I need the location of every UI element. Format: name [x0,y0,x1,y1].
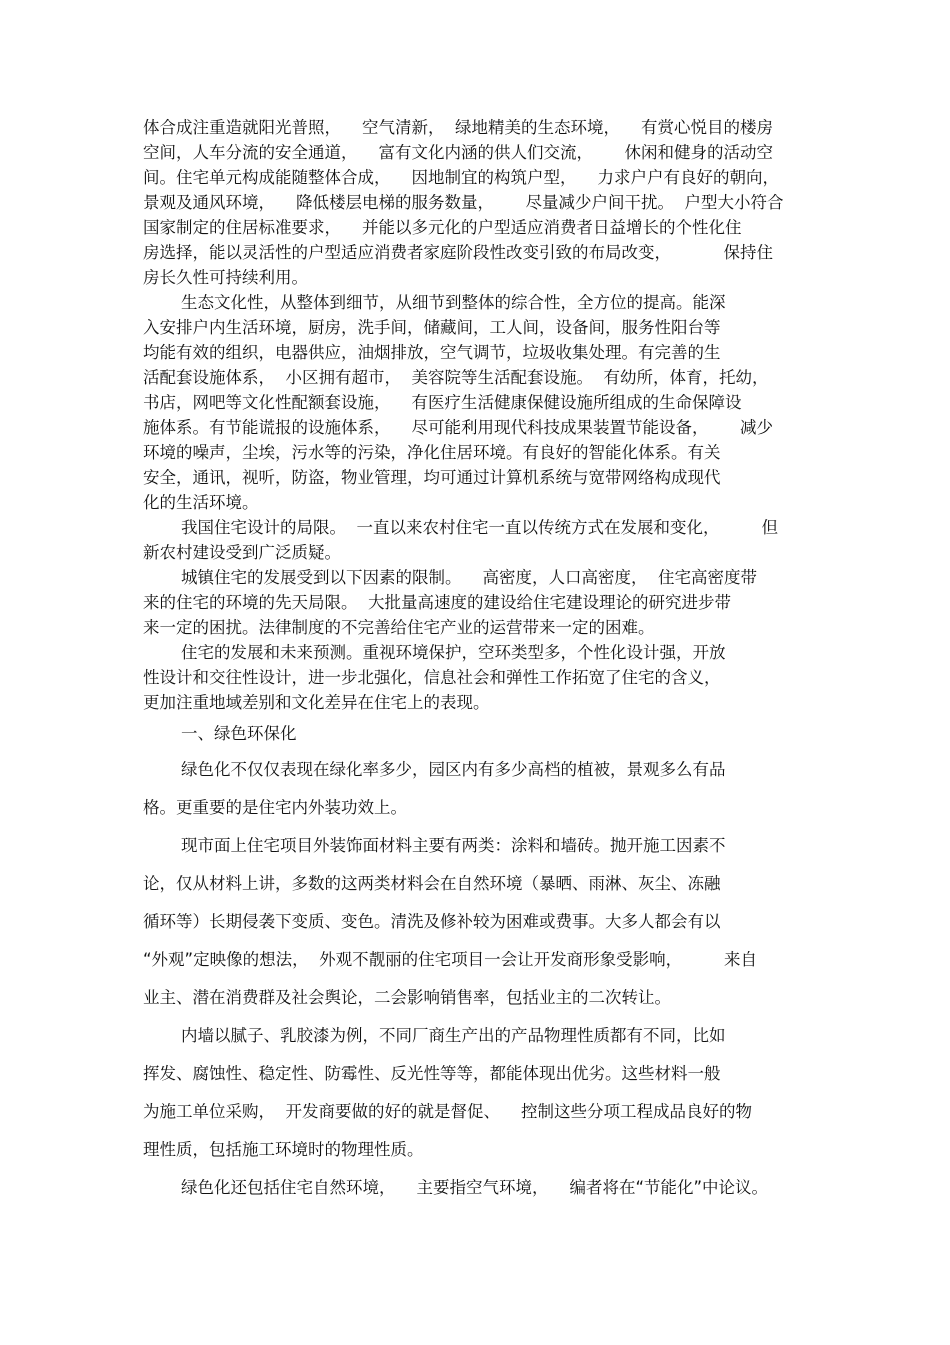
text-line: 房长久性可持续利用。 [143,268,308,287]
text-line: 体合成注重造就阳光普照， 空气清新， 绿地精美的生态环境， 有赏心悦目的楼房 [143,118,773,137]
text-line: 绿色化不仅仅表现在绿化率多少，园区内有多少高档的植被，景观多么有品 [181,760,726,779]
text-line: 来的住宅的环境的先天局限。 大批量高速度的建设给住宅建设理论的研究进步带 [143,593,731,612]
text-line: 循环等）长期侵袭下变质、变色。清洗及修补较为困难或费事。大多人都会有以 [143,912,721,931]
text-line: 安全，通讯，视听，防盗，物业管理，均可通过计算机系统与宽带网络构成现代 [143,468,721,487]
text-line: 格。更重要的是住宅内外装功效上。 [143,798,407,817]
text-line: 施体系。有节能谎报的设施体系， 尽可能利用现代科技成果装置节能设备， 减少 [143,418,773,437]
text-line: 新农村建设受到广泛质疑。 [143,543,341,562]
text-line: 活配套设施体系， 小区拥有超市， 美容院等生活配套设施。 有幼所，体育，托幼， [143,368,769,387]
text-line: 生态文化性，从整体到细节，从细节到整体的综合性，全方位的提高。能深 [181,293,726,312]
text-line: 间。住宅单元构成能随整体合成， 因地制宜的构筑户型， 力求户户有良好的朝向， [143,168,779,187]
text-line: 为施工单位采购， 开发商要做的好的就是督促、 控制这些分项工程成品良好的物 [143,1102,752,1121]
text-line: 化的生活环境。 [143,493,259,512]
text-line: 入安排户内生活环境，厨房，洗手间，储藏间，工人间，设备间，服务性阳台等 [143,318,721,337]
text-line: 一、绿色环保化 [181,724,297,743]
text-line: 内墙以腻子、乳胶漆为例，不同厂商生产出的产品物理性质都有不同，比如 [181,1026,726,1045]
text-line: 来一定的困扰。法律制度的不完善给住宅产业的运营带来一定的困难。 [143,618,655,637]
text-line: 论，仅从材料上讲，多数的这两类材料会在自然环境（暴晒、雨淋、灰尘、冻融 [143,874,721,893]
text-line: 房选择，能以灵活性的户型适应消费者家庭阶段性改变引致的布局改变， 保持住 [143,243,773,262]
text-line: 绿色化还包括住宅自然环境， 主要指空气环境， 编者将在“节能化”中论议。 [181,1178,769,1197]
text-line: 性设计和交往性设计，进一步北强化，信息社会和弹性工作拓宽了住宅的含义， [143,668,721,687]
text-line: 环境的噪声，尘埃，污水等的污染，净化住居环境。有良好的智能化体系。有关 [143,443,721,462]
text-line: “外观”定映像的想法， 外观不靓丽的住宅项目一会让开发商形象受影响， 来自 [143,950,758,969]
text-line: 业主、潜在消费群及社会舆论，二会影响销售率，包括业主的二次转让。 [143,988,671,1007]
text-line: 均能有效的组织，电器供应，油烟排放，空气调节，垃圾收集处理。有完善的生 [143,343,721,362]
text-line: 我国住宅设计的局限。 一直以来农村住宅一直以传统方式在发展和变化， 但 [181,518,778,537]
text-line: 国家制定的住居标准要求， 并能以多元化的户型适应消费者日益增长的个性化住 [143,218,742,237]
text-line: 更加注重地域差别和文化差异在住宅上的表现。 [143,693,490,712]
text-line: 住宅的发展和未来预测。重视环境保护，空环类型多，个性化设计强，开放 [181,643,726,662]
text-line: 景观及通风环境， 降低楼层电梯的服务数量， 尽量减少户间干扰。 户型大小符合 [143,193,784,212]
text-line: 书店，网吧等文化性配额套设施， 有医疗生活健康保健设施所组成的生命保障设 [143,393,742,412]
text-line: 挥发、腐蚀性、稳定性、防霉性、反光性等等，都能体现出优劣。这些材料一般 [143,1064,721,1083]
text-line: 理性质，包括施工环境时的物理性质。 [143,1140,424,1159]
text-line: 城镇住宅的发展受到以下因素的限制。 高密度，人口高密度， 住宅高密度带 [181,568,757,587]
text-line: 空间，人车分流的安全通道， 富有文化内涵的供人们交流， 休闲和健身的活动空 [143,143,773,162]
text-line: 现市面上住宅项目外装饰面材料主要有两类：涂料和墙砖。抛开施工因素不 [181,836,726,855]
